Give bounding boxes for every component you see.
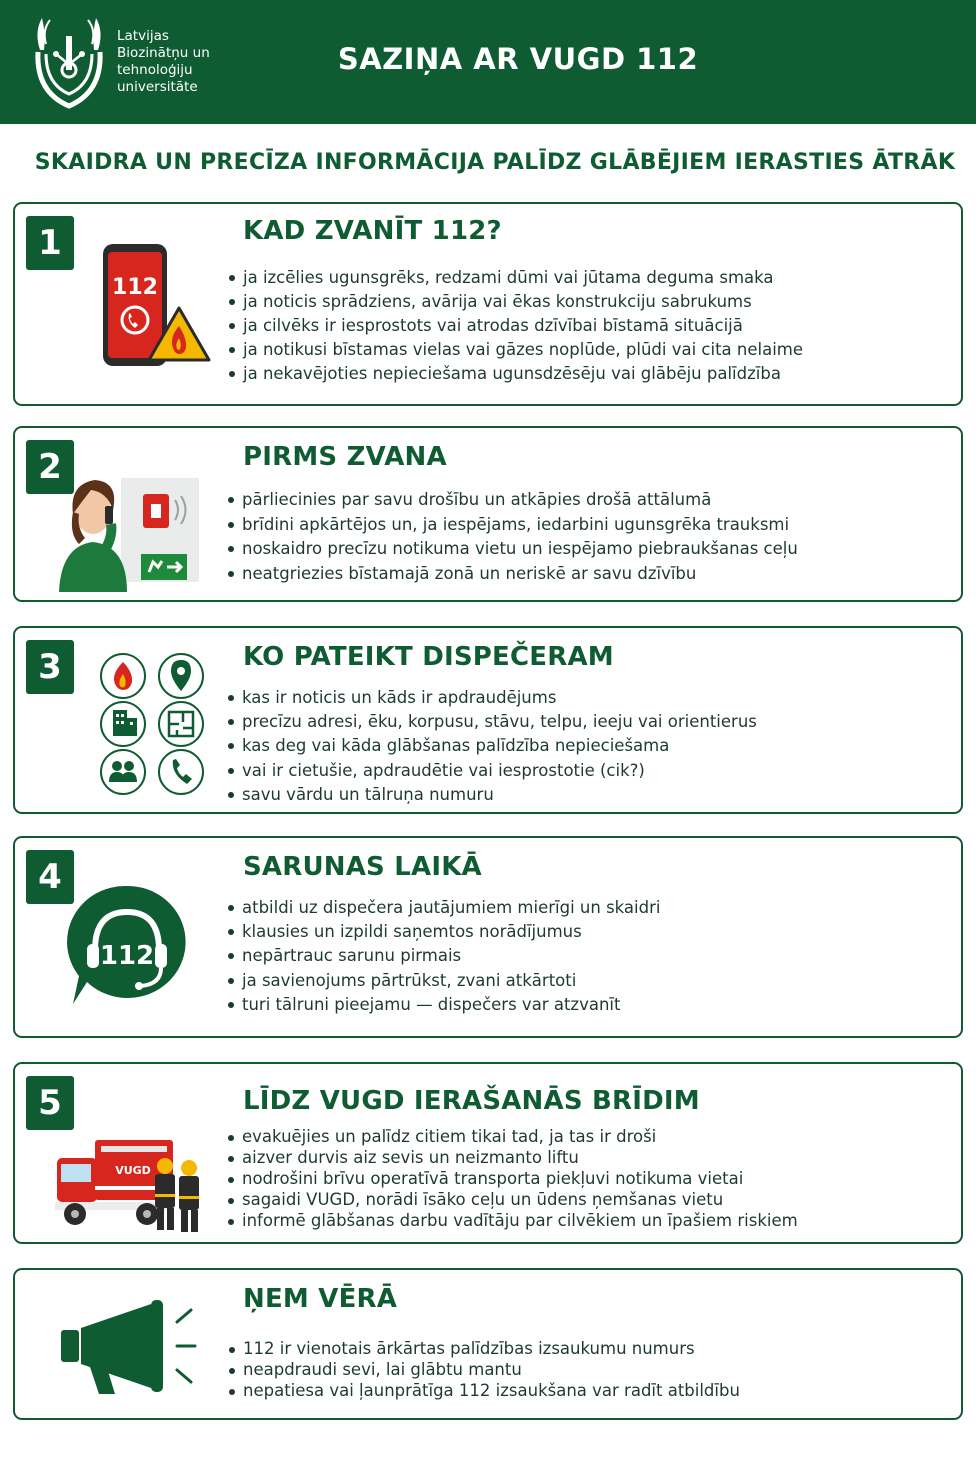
page-subtitle: SKAIDRA UN PRECĪZA INFORMĀCIJA PALĪDZ GLĀBĒJIEM IERASTIES ĀTRĀK <box>34 150 956 175</box>
section-title: SARUNAS LAIKĀ <box>243 852 482 882</box>
section-title: KO PATEIKT DISPEČERAM <box>243 642 614 672</box>
list-item: precīzu adresi, ēku, korpusu, stāvu, telpu, ieeju vai orientierus <box>227 710 757 734</box>
logo-line: tehnoloģiju <box>117 62 193 78</box>
truck-vugd-label: VUGD <box>115 1164 151 1177</box>
list-item: ja savienojums pārtrūkst, zvani atkārtoti <box>227 969 660 993</box>
list-item: ja cilvēks ir iesprostots vai atrodas dzīvībai bīstamā situācijā <box>228 314 803 338</box>
list-item: nodrošini brīvu operatīvā transporta piekļuvi notikuma vietai <box>227 1168 798 1189</box>
section-title: KAD ZVANĪT 112? <box>243 216 502 246</box>
section-list <box>227 1126 798 1231</box>
logo-line: Biozinātņu un <box>117 45 210 61</box>
list-item: atbildi uz dispečera jautājumiem mierīgi un skaidri <box>227 896 660 920</box>
list-item: informē glābšanas darbu vadītāju par cilvēkiem un īpašiem riskiem <box>227 1210 798 1231</box>
section-title: ŅEM VĒRĀ <box>243 1284 398 1314</box>
list-item: savu vārdu un tālruņa numuru <box>227 783 757 807</box>
section-list <box>227 488 798 586</box>
header-bar <box>0 0 976 124</box>
section-card-before-call <box>13 426 963 602</box>
section-title: LĪDZ VUGD IERAŠANĀS BRĪDIM <box>243 1086 700 1116</box>
list-item: ja noticis sprādziens, avārija vai ēkas konstrukciju sabrukums <box>228 290 803 314</box>
list-item: nepārtrauc sarunu pirmais <box>227 944 660 968</box>
section-list <box>227 686 757 807</box>
section-card-take-note <box>13 1268 963 1420</box>
list-item: pārliecinies par savu drošību un atkāpies drošā attālumā <box>227 488 798 513</box>
university-logo-icon <box>32 14 106 112</box>
phone-112-fire-warning-icon <box>95 242 215 368</box>
list-item: sagaidi VUGD, norādi īsāko ceļu un ūdens ņemšanas vietu <box>227 1189 798 1210</box>
list-item: ja nekavējoties nepieciešama ugunsdzēsēju vai glābēju palīdzība <box>228 362 803 386</box>
section-list <box>228 1338 740 1401</box>
list-item: 112 ir vienotais ārkārtas palīdzības izsaukumu numurs <box>228 1338 740 1359</box>
section-number: 2 <box>26 440 74 494</box>
list-item: neatgriezies bīstamajā zonā un neriskē ar savu dzīvību <box>227 562 798 587</box>
list-item: turi tālruni pieejamu — dispečers var atzvanīt <box>227 993 660 1017</box>
section-number: 3 <box>26 640 74 694</box>
section-card-when-to-call <box>13 202 963 406</box>
woman-calling-near-exit-icon <box>59 476 203 592</box>
section-card-until-arrival <box>13 1062 963 1244</box>
section-card-tell-dispatcher <box>13 626 963 814</box>
phone-112-label: 112 <box>112 275 158 300</box>
list-item: kas deg vai kāda glābšanas palīdzība nepieciešama <box>227 734 757 758</box>
section-list <box>228 266 803 386</box>
headset-112-label: 112 <box>99 941 155 971</box>
list-item: kas ir noticis un kāds ir apdraudējums <box>227 686 757 710</box>
list-item: klausies un izpildi saņemtos norādījumus <box>227 920 660 944</box>
list-item: neapdraudi sevi, lai glābtu mantu <box>228 1359 740 1380</box>
page-title: SAZIŅA AR VUGD 112 <box>337 42 699 76</box>
list-item: vai ir cietušie, apdraudētie vai iesprostotie (cik?) <box>227 759 757 783</box>
section-list <box>227 896 660 1017</box>
section-number: 5 <box>26 1076 74 1130</box>
fire-truck-firefighters-icon <box>51 1134 203 1236</box>
list-item: brīdini apkārtējos un, ja iespējams, iedarbini ugunsgrēka trauksmi <box>227 513 798 538</box>
list-item: noskaidro precīzu notikuma vietu un iespējamo piebraukšanas ceļu <box>227 537 798 562</box>
section-number: 1 <box>26 216 74 270</box>
logo-line: universitāte <box>117 79 198 95</box>
section-number: 4 <box>26 850 74 904</box>
section-card-during-call <box>13 836 963 1038</box>
list-item: ja notikusi bīstamas vielas vai gāzes noplūde, plūdi vai cita nelaime <box>228 338 803 362</box>
section-title: PIRMS ZVANA <box>243 442 447 472</box>
list-item: evakuējies un palīdz citiem tikai tad, ja tas ir droši <box>227 1126 798 1147</box>
headset-112-icon <box>65 882 189 1008</box>
list-item: ja izcēlies ugunsgrēks, redzami dūmi vai jūtama deguma smaka <box>228 266 803 290</box>
logo-line: Latvijas <box>117 28 169 44</box>
megaphone-icon <box>59 1300 201 1396</box>
dispatcher-info-icon-grid <box>97 652 207 796</box>
university-name <box>117 28 210 96</box>
list-item: aizver durvis aiz sevis un neizmanto liftu <box>227 1147 798 1168</box>
list-item: nepatiesa vai ļaunprātīga 112 izsaukšana var radīt atbildību <box>228 1380 740 1401</box>
